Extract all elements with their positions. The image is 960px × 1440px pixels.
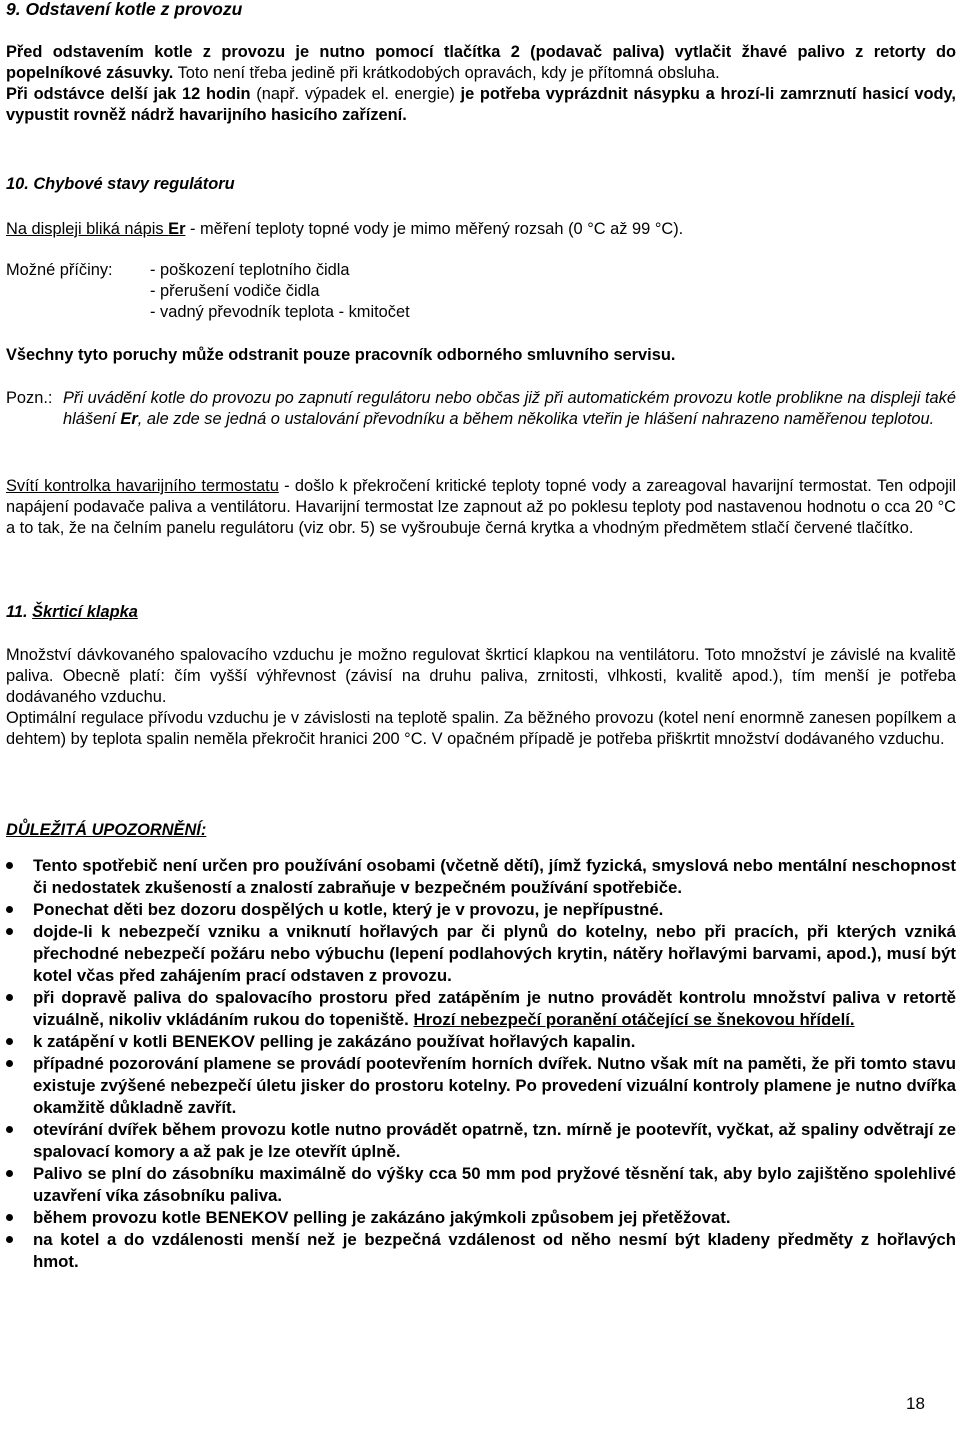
section-11-title — [6, 602, 138, 623]
note-text-a: Při uvádění kotle do provozu po zapnutí regulátoru nebo občas již při automatickém provozu kotle problikne na displeji také hlášení — [63, 389, 956, 428]
section-9-p1-normal: Toto není třeba jedině při krátkodobých opravách, kdy je přítomná obsluha. — [173, 64, 720, 82]
section-9-title: 9. Odstavení kotle z provozu — [6, 0, 243, 19]
warning-item — [6, 1163, 956, 1207]
cause-item: - poškození teplotního čidla — [150, 261, 350, 279]
warning-item — [6, 987, 956, 1031]
possible-causes-list — [150, 260, 410, 323]
warning-text-underlined: Hrozí nebezpečí poranění otáčející se šnekovou hřídelí. — [413, 1010, 855, 1029]
page-number: 18 — [906, 1394, 925, 1413]
section-11-name: Škrticí klapka — [32, 603, 138, 621]
warning-item — [6, 1119, 956, 1163]
section-11-number: 11. — [6, 603, 33, 621]
warning-item — [6, 1207, 956, 1229]
note-error-code: Er — [120, 410, 138, 428]
warning-text: Tento spotřebič není určen pro používání osobami (včetně dětí), jímž fyzická, smyslová nebo mentální neschopnost či nedostatek zkušeností a znalostí zabraňuje v bezpečném používání spotřebiče. — [33, 856, 956, 897]
note-text-c: , ale zde se jedná o ustalování převodníku a během několika vteřin je hlášení nahrazeno naměřenou teplotou. — [137, 410, 935, 428]
warning-text: Palivo se plní do zásobníku maximálně do výšky cca 50 mm pod pryžové těsnění tak, aby bylo zajištěno spolehlivé uzavření víka zásobníku paliva. — [33, 1164, 956, 1205]
section-9-body — [6, 42, 956, 126]
warning-item — [6, 899, 956, 921]
section-9-p2-bold-b: je potřeba vyprázdnit násypku a hrozí-li zamrznutí hasicí vody, vypustit rovněž nádrž havarijního hasicího zařízení. — [6, 85, 956, 124]
warning-text: k zatápění v kotli BENEKOV pelling je zakázáno používat hořlavých kapalin. — [33, 1032, 636, 1051]
error-code-er: Er — [168, 220, 186, 238]
warning-text: dojde-li k nebezpečí vzniku a vniknutí hořlavých par či plynů do kotelny, nebo při pracích, při kterých vzniká přechodné nebezpečí požáru nebo výbuchu (lepení podlahových krytin, nátěry hořlavými barvami, apod.), musí být kotel včas před zahájením prací odstaven z provozu. — [33, 922, 956, 985]
bullet-icon — [6, 906, 13, 913]
bullet-icon — [6, 1038, 13, 1045]
bullet-icon — [6, 1126, 13, 1133]
thermostat-text: - došlo k překročení kritické teploty topné vody a zareagoval havarijní termostat. Ten odpojil napájení podavače paliva a ventilátoru. Havarijní termostat lze zapnout až po poklesu teploty pod nastavenou hodnotu o cca 20 °C a to tak, že na čelním panelu regulátoru (viz obr. 5) se vyšroubuje černá krytka a vhodným předmětem stlačí červené tlačítko. — [6, 477, 956, 537]
warnings-title: DŮLEŽITÁ UPOZORNĚNÍ: — [6, 821, 207, 839]
bullet-icon — [6, 862, 13, 869]
section-11-p1: Množství dávkovaného spalovacího vzduchu je možno regulovat škrticí klapkou na ventilátoru. Toto množství je závislé na kvalitě paliva. Obecně platí: čím vyšší výhřevnost (závisí na druhu paliva, zrnitosti, vlhkosti, kvalitě apod.), tím menší je potřeba dodávaného vzduchu. — [6, 646, 956, 706]
cause-item: - vadný převodník teplota - kmitočet — [150, 303, 410, 321]
warning-text: během provozu kotle BENEKOV pelling je zakázáno jakýmkoli způsobem jej přetěžovat. — [33, 1208, 731, 1227]
warning-text: na kotel a do vzdálenosti menší než je bezpečná vzdálenost od něho nesmí být kladeny předměty z hořlavých hmot. — [33, 1230, 956, 1271]
warning-item — [6, 1031, 956, 1053]
warning-item — [6, 1229, 956, 1273]
cause-item: - přerušení vodiče čidla — [150, 282, 320, 300]
section-9-p2-bold-a: Při odstávce delší jak 12 hodin — [6, 85, 251, 103]
section-10-title: 10. Chybové stavy regulátoru — [6, 175, 235, 193]
display-error-line — [6, 219, 683, 240]
bullet-icon — [6, 1170, 13, 1177]
thermostat-lamp-label: Svítí kontrolka havarijního termostatu — [6, 477, 279, 495]
warning-item — [6, 921, 956, 987]
bullet-icon — [6, 1060, 13, 1067]
warning-item — [6, 855, 956, 899]
section-9-p1-bold: Před odstavením kotle z provozu je nutno pomocí tlačítka 2 (podavač paliva) vytlačit žhavé palivo z retorty do popelníkové zásuvky. — [6, 43, 956, 82]
warning-item — [6, 1053, 956, 1119]
note-text — [63, 388, 956, 430]
possible-causes-label: Možné příčiny: — [6, 261, 113, 279]
thermostat-paragraph — [6, 476, 956, 539]
warnings-list — [6, 855, 956, 1273]
section-9-p2-normal: (např. výpadek el. energie) — [250, 85, 461, 103]
section-11-body — [6, 645, 956, 750]
warning-text: při dopravě paliva do spalovacího prostoru před zatápěním je nutno provádět kontrolu množství paliva v retortě vizuálně, nikoliv vkládáním rukou do topeniště. — [33, 988, 956, 1029]
warning-text: případné pozorování plamene se provádí pootevřením horních dvířek. Nutno však mít na paměti, že při tomto stavu existuje zvýšené nebezpečí úletu jisker do prostoru kotelny. Po provedení vizuální kontroly plamene je nutno dvířka okamžitě důkladně zavřít. — [33, 1054, 956, 1117]
warning-text: otevírání dvířek během provozu kotle nutno provádět opatrně, tzn. mírně je pootevřít, vyčkat, až spaliny odvětrají ze spalovací komory a až pak je lze otevřít úplně. — [33, 1120, 956, 1161]
bullet-icon — [6, 1214, 13, 1221]
display-error-desc: - měření teploty topné vody je mimo měřený rozsah (0 °C až 99 °C). — [185, 220, 684, 238]
display-error-intro: Na displeji bliká nápis — [6, 220, 169, 238]
section-11-p2: Optimální regulace přívodu vzduchu je v závislosti na teplotě spalin. Za běžného provozu (kotel není enormně zanesen popílkem a dehtem) by teplota spalin neměla překročit hranici 200 °C. V opačném případě je potřeba přiškrtit množství dodávaného vzduchu. — [6, 709, 956, 748]
bullet-icon — [6, 928, 13, 935]
note-label: Pozn.: — [6, 389, 53, 407]
service-note: Všechny tyto poruchy může odstranit pouze pracovník odborného smluvního servisu. — [6, 346, 676, 364]
warning-text: Ponechat děti bez dozoru dospělých u kotle, který je v provozu, je nepřípustné. — [33, 900, 664, 919]
bullet-icon — [6, 994, 13, 1001]
bullet-icon — [6, 1236, 13, 1243]
